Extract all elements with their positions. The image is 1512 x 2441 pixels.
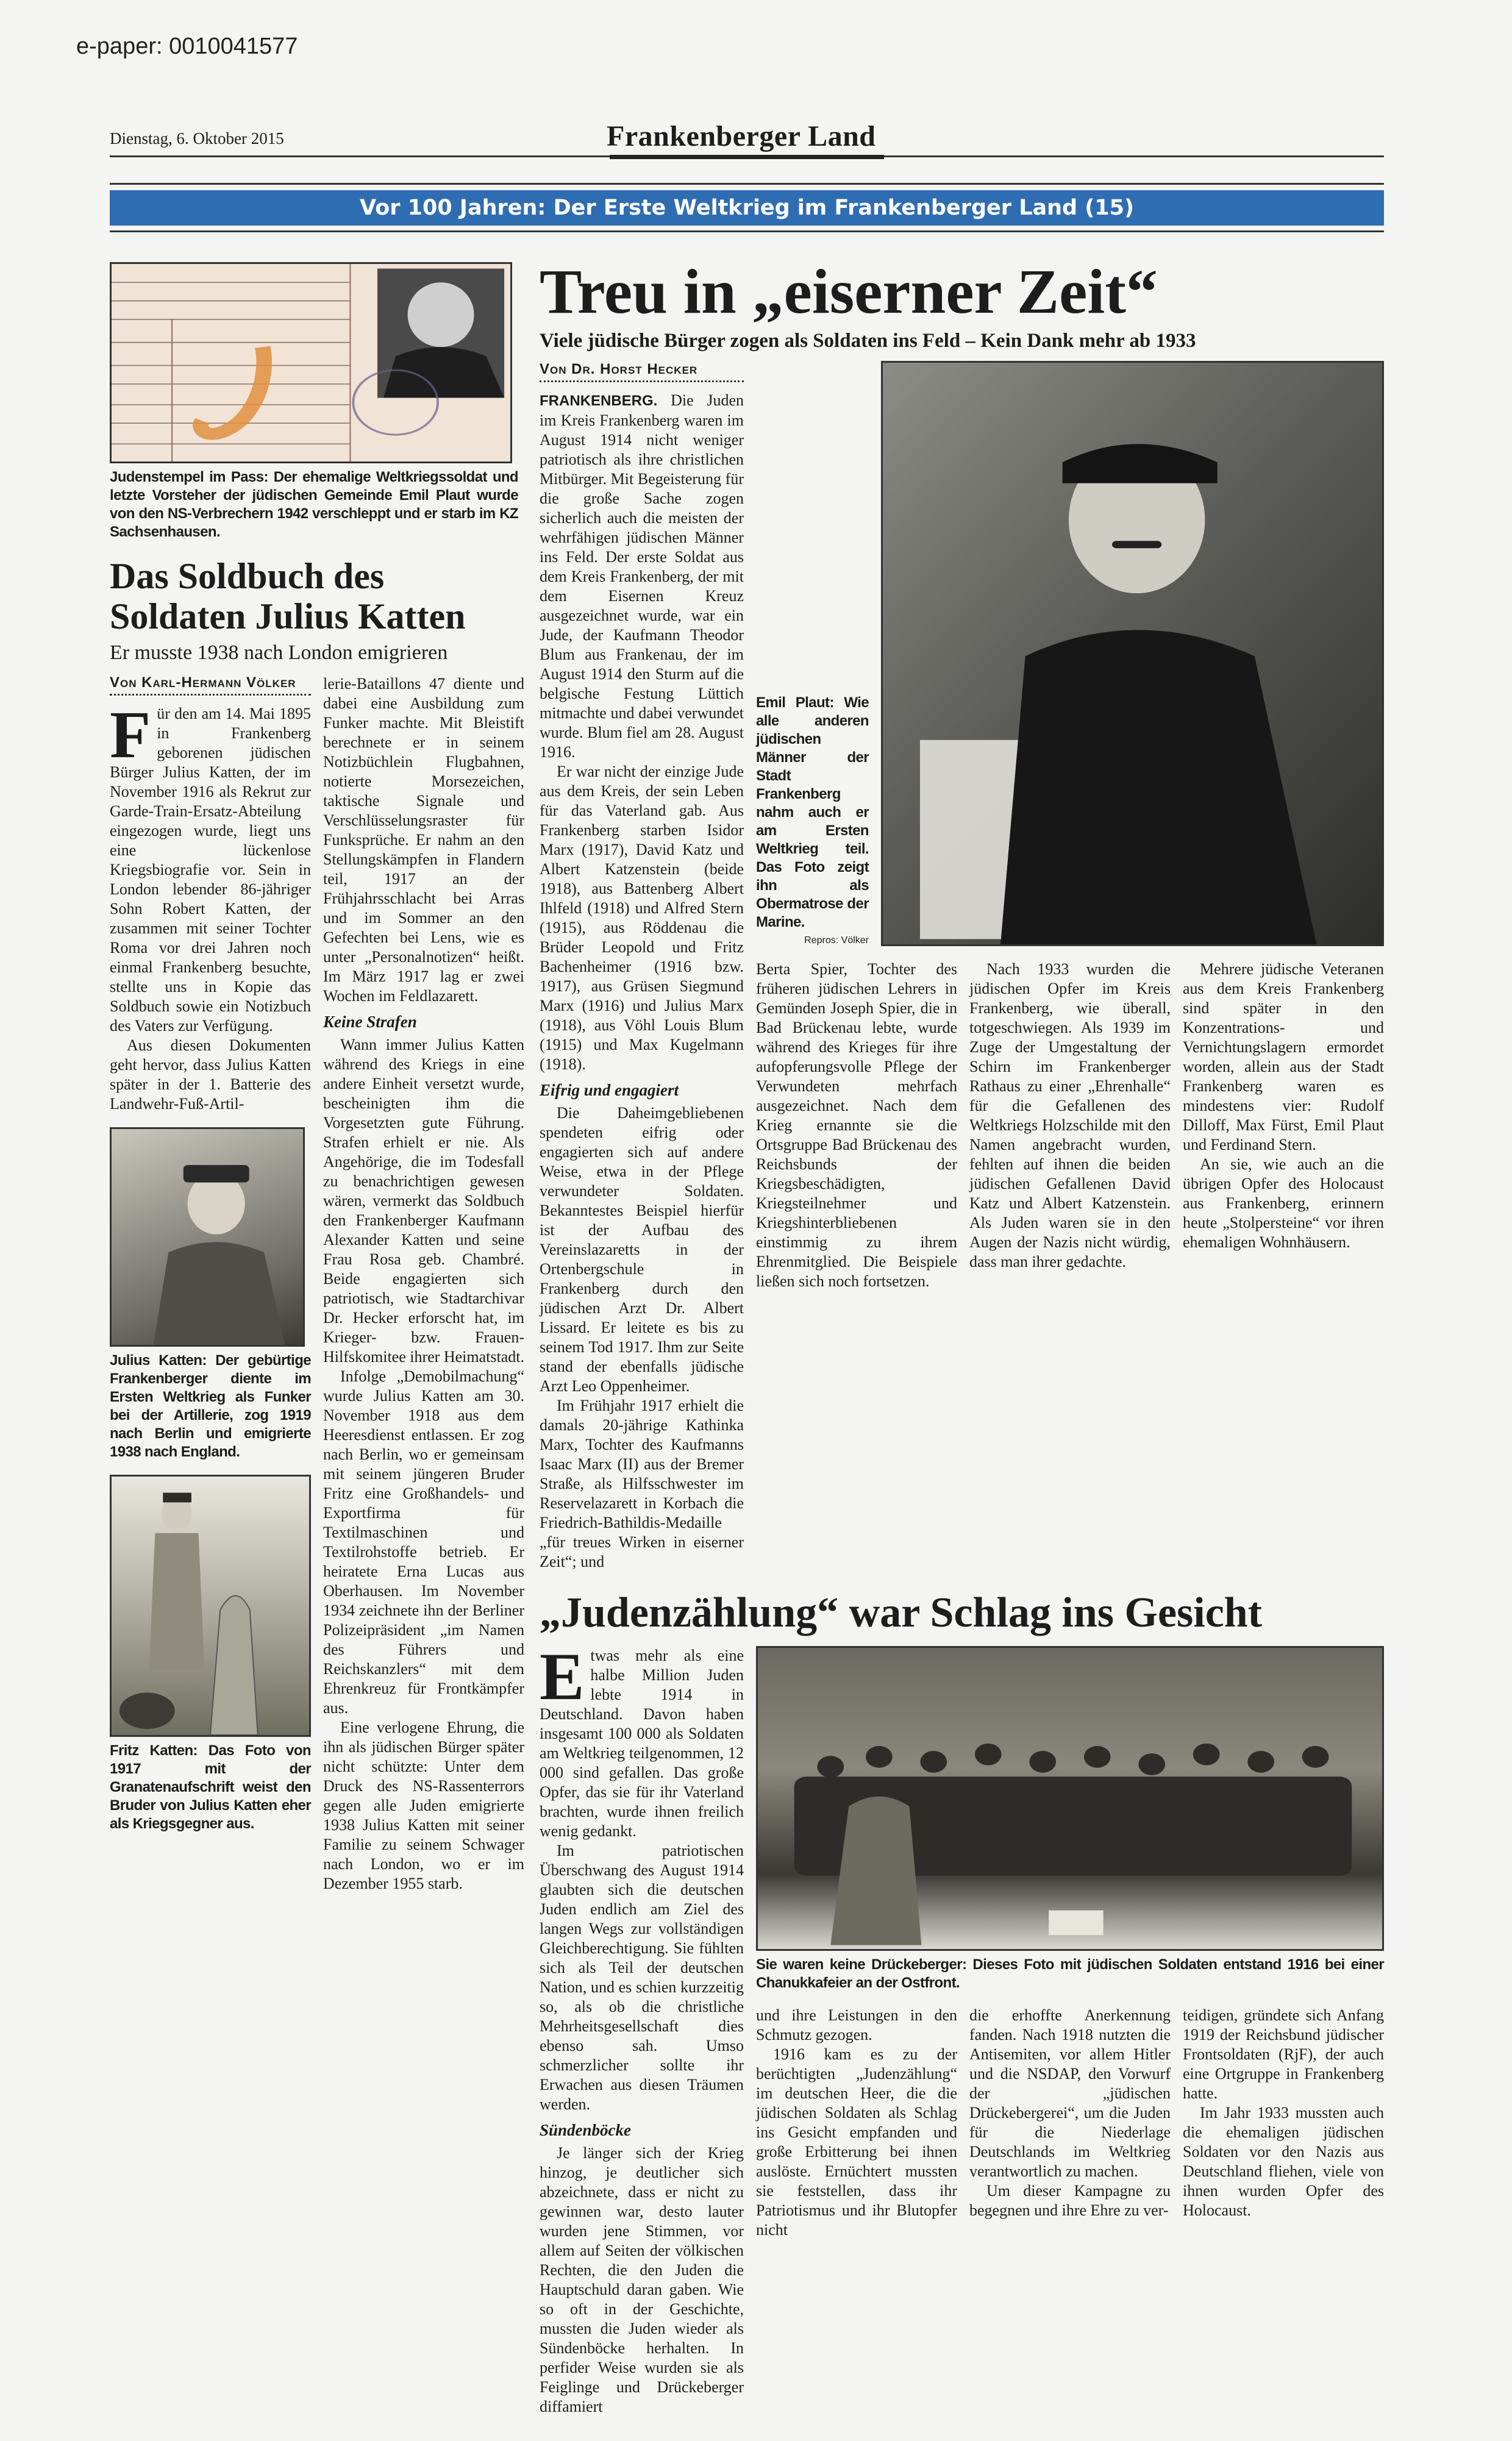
subheading: Sündenböcke — [540, 2121, 632, 2139]
paragraph — [1183, 2103, 1384, 2220]
juden-headline: „Judenzählung“ war Schlag ins Gesicht — [540, 1589, 1263, 1636]
chanukka-photo — [756, 1646, 1384, 1951]
soldbuch-headline: Das Soldbuch des Soldaten Julius Katten — [110, 556, 466, 636]
treu-column-1-stack — [540, 361, 744, 1572]
treu-body — [540, 361, 1384, 1572]
paragraph-text: Im Jahr 1933 mussten auch die ehemaligen jüdischen Soldaten vor den Nazis aus Deutschland fliehen, viele von ihnen wurden Opfer des Holocaust. — [1183, 2104, 1384, 2219]
soldier-portrait-illustration — [112, 1129, 303, 1345]
juden-right-block — [756, 1646, 1384, 2240]
paragraph — [323, 674, 524, 1006]
treu-column-1 — [540, 391, 744, 1572]
paragraph — [1183, 2006, 1384, 2103]
banner-rule-bottom — [110, 230, 1384, 232]
paragraph-text: Nach 1933 wurden die jüdischen Opfer im Kreis Frankenberg, wie überall, totgeschwiegen. Als 1939 im Zuge der Umgestaltung der Schirn im Frankenberger Rathaus zu einer „Ehrenhalle“ für die Gefallenen des Weltkriegs Holzschilde mit den Namen angebracht wurden, fehlten auf ihnen die beiden jüdischen Gefallenen David Katz und Albert Katzenstein. Als Juden waren sie in den Augen der Nazis nicht würdig, dass man ihrer gedachte. — [969, 960, 1171, 1270]
emil-plaut-caption-box — [756, 694, 869, 946]
drop-cap: E — [540, 1639, 585, 1714]
treu-right-block — [756, 361, 1384, 1291]
subheading: Keine Strafen — [323, 1013, 417, 1031]
paragraph-text: Wann immer Julius Katten während des Kriegs in eine andere Einheit versetzt wurde, bescheinigten ihm die Vorgesetzten gute Führung. Strafen erhielt er nie. Als Angehörige, die im Todesfall zu benachrichtigen gewesen wären, vermerkt das Soldbuch den Frankenberger Kaufmann Alexander Katten und seine Frau Rosa geb. Chambré. Beide engagierten sich patriotisch, wie Stadtarchivar Dr. Hecker erforscht hat, im Krieger- bzw. Frauen-Hilfskomitee ihrer Heimatstadt. — [323, 1036, 524, 1366]
paragraph-text: An sie, wie auch an die übrigen Opfer des Holocaust aus Frankenberg, erinnern heute „Stolpersteine“ vor ihren ehemaligen Wohnhäusern. — [1183, 1155, 1384, 1251]
banner-rule-top — [110, 183, 1384, 185]
treu-headline: Treu in „eiserner Zeit“ — [540, 257, 1158, 327]
paragraph-text: die erhoffte Anerkennung fanden. Nach 1918 nutzten die Antisemiten, vor allem Hitler und die NSDAP, den Vorwurf der „jüdischen Drückebergerei“, um die Juden für die Niederlage Deutschlands im Weltkrieg verantwortlich zu machen. — [969, 2006, 1171, 2180]
treu-photo-row — [756, 361, 1384, 946]
paragraph-text: Im Frühjahr 1917 erhielt die damals 20-jährige Kathinka Marx, Tochter des Kaufmanns Isaac Marx (II) aus der Bremer Straße, als Hilfsschwester im Reservelazarett in Korbach die Friedrich-Bathildis-Medaille „für treues Wirken in eiserner Zeit“; und — [540, 1397, 744, 1570]
paragraph-text: Infolge „Demobilmachung“ wurde Julius Katten am 30. November 1918 aus dem Heeresdienst entlassen. Er zog nach Berlin, wo er gemeinsam mit seinem jüngeren Bruder Fritz eine Großhandels- und Exportfirma für Textilmaschinen und Textilrohstoffe betrieb. Er heiratete Erna Lucas aus Oberhausen. Im November 1934 zeichnete ihn der Berliner Polizeipräsident „im Namen des Führers und Reichskanzlers“ mit dem Ehrenkreuz für Frontkämpfer aus. — [323, 1367, 524, 1717]
paragraph — [323, 1718, 524, 1894]
paragraph — [540, 391, 744, 762]
paragraph-text: 1916 kam es zu der berüchtigten „Judenzählung“ im deutschen Heer, die die jüdischen Soldaten als Schlag ins Gesicht empfanden und große Erbitterung bei ihnen auslöste. Ernüchtert mussten sie feststellen, dass ihr Patriotismus und ihr Blutopfer nicht — [756, 2045, 957, 2239]
sailor-portrait-illustration — [883, 363, 1382, 944]
left-region — [110, 262, 524, 1894]
paragraph — [540, 1103, 744, 1396]
paragraph-text: teidigen, gründete sich Anfang 1919 der Reichsbund jüdischer Frontsoldaten (RjF), der auch eine Ortgruppe in Frankenberg hatte. — [1183, 2006, 1384, 2102]
paragraph-text: Um dieser Kampagne zu begegnen und ihre Ehre zu ver- — [969, 2182, 1171, 2219]
paragraph-text: Berta Spier, Tochter des früheren jüdischen Lehrers in Gemünden Joseph Spier, die in Bad Brückenau lebte, wurde während des Krieges für ihre aufopferungsvolle Pflege der Verwundeten mehrfach ausgezeichnet. Nach dem Krieg ernannte sie die Ortsgruppe Bad Brückenau des Reichsbunds der Kriegsbeschädigten, Kriegsteilnehmer und Kriegshinterbliebenen einstimmig zu ihrem Ehrenmitglied. Die Beispiele ließen sich noch fortsetzen. — [756, 960, 957, 1290]
paragraph-text: lerie-Bataillons 47 diente und dabei eine Ausbildung zum Funker machte. Mit Bleistift berechnete er in seinem Notizbüchlein Flugbahnen, notierte Morsezeichen, taktische Signale und Verschlüsselungsraster für Funksprüche. Er nahm an den Stellungskämpfen in Flandern teil, 1917 an der Frühjahrsschlacht bei Arras und im Sommer an den Gefechten bei Lens, wie es unter „Personalnotizen“ heißt. Im März 1917 lag er zwei Wochen im Feldlazarett. — [323, 675, 524, 1005]
soldbuch-byline: Von Karl-Hermann Völker — [110, 674, 311, 696]
soldbuch-columns — [110, 674, 524, 1894]
subheading: Eifrig und engagiert — [540, 1081, 679, 1099]
soldbuch-column-1-stack — [110, 674, 311, 1833]
chanukka-caption: Sie waren keine Drückeberger: Dieses Foto mit jüdischen Soldaten entstand 1916 bei einer Chanukkafeier an der Ostfront. — [756, 1956, 1384, 1991]
paragraph — [540, 1841, 744, 2114]
treu-byline: Von Dr. Horst Hecker — [540, 361, 744, 382]
paragraph — [540, 1396, 744, 1572]
fritz-caption: Fritz Katten: Das Foto von 1917 mit der Granatenaufschrift weist den Bruder von Julius Katten eher als Kriegsgegner aus. — [110, 1742, 311, 1832]
treu-lower-columns — [756, 960, 1384, 1291]
soldbuch-column-2 — [323, 674, 524, 1894]
masthead-underline — [610, 155, 884, 159]
issue-date: Dienstag, 6. Oktober 2015 — [110, 129, 284, 148]
paragraph — [323, 1035, 524, 1367]
paragraph — [540, 2143, 744, 2417]
paragraph — [1183, 1155, 1384, 1252]
paragraph-text: Mehrere jüdische Veteranen aus dem Kreis Frankenberg sind später in den Konzentrations- und Vernichtungslagern ermordet worden, allein aus der Stadt Frankenberg waren es mindestens vier: Rudolf Dilloff, Max Fürst, Emil Plaut und Ferdinand Stern. — [1183, 960, 1384, 1153]
passport-caption: Judenstempel im Pass: Der ehemalige Weltkriegssoldat und letzte Vorsteher der jüdischen Gemeinde Emil Plaut wurde von den NS-Verbrechern 1942 verschleppt und er starb im KZ Sachsenhausen. — [110, 469, 518, 540]
treu-column-4 — [1183, 960, 1384, 1252]
juden-column-1 — [540, 1639, 744, 2417]
paragraph-text: Aus diesen Dokumenten geht hervor, dass Julius Katten später in der 1. Batterie des Landwehr-Fuß-Artil- — [110, 1036, 311, 1113]
passport-photo — [110, 262, 512, 463]
fritz-katten-photo — [110, 1475, 311, 1737]
treu-subtitle: Viele jüdische Bürger zogen als Soldaten ins Feld – Kein Dank mehr ab 1933 — [540, 330, 1196, 352]
emil-plaut-caption: Emil Plaut: Wie alle anderen jüdischen Männer der Stadt Frankenberg nahm auch er am Ersten Weltkrieg teil. Das Foto zeigt ihn als Obermatrose der Marine. — [756, 694, 869, 930]
treu-column-2 — [756, 960, 957, 1291]
paragraph — [1183, 960, 1384, 1155]
paragraph — [110, 1036, 311, 1114]
treu-column-3 — [969, 960, 1171, 1272]
paragraph — [969, 2006, 1171, 2181]
paragraph-text: twas mehr als eine halbe Million Juden lebte 1914 in Deutschland. Davon haben insgesamt 100 000 als Soldaten am Weltkrieg teilgenommen, 12 000 sind gefallen. Das große Opfer, das sie für ihr Vaterland brachten, wurde ihnen freilich wenig gedankt. — [540, 1647, 744, 1840]
paragraph — [540, 762, 744, 1074]
paragraph — [756, 960, 957, 1291]
dateline: FRANKENBERG. — [540, 393, 658, 409]
paragraph — [756, 2006, 957, 2045]
series-banner: Vor 100 Jahren: Der Erste Weltkrieg im Frankenberger Land (15) — [110, 190, 1384, 226]
passport-document-illustration — [112, 264, 510, 461]
paragraph-text: Im patriotischen Überschwang des August 1914 glaubten sich die deutschen Juden endlich am Ziel des langen Wegs zur vollständigen Gleichberechtigung. Sie fühlten sich als Teil der deutschen Nation, und es schien kurzzeitig so, als ob die christliche Mehrheitsgesellschaft dies ebenso sah. Umso schmerzlicher sollte ihr Erwachen aus diesen Träumen werden. — [540, 1842, 744, 2113]
paragraph — [756, 2045, 957, 2240]
paragraph-text: Die Daheimgebliebenen spendeten eifrig oder engagierten sich auf andere Weise, etwa in der Pflege verwundeter Soldaten. Bekanntestes Beispiel hierfür ist der Aufbau des Vereinslazaretts in der Ortenbergschule in Frankenberg durch den jüdischen Arzt Dr. Albert Lissard. Er leitete es bis zu seinem Tod 1917. Ihm zur Seite stand der ebenfalls jüdische Arzt Leo Oppenheimer. — [540, 1104, 744, 1395]
photo-credit: Repros: Völker — [804, 935, 869, 946]
right-region — [540, 256, 1384, 2417]
epaper-id: e-paper: 0010041577 — [76, 34, 298, 59]
fritz-grenade-illustration — [112, 1477, 309, 1735]
paragraph-text: Die Juden im Kreis Frankenberg waren im August 1914 nicht weniger patriotisch als ihre christlichen Mitbürger. Mit Begeisterung für die große Sache zogen sicherlich auch die meisten der wehrfähigen jüdischen Männer ins Feld. Der erste Soldat aus dem Kreis Frankenberg, der mit dem Eisernen Kreuz ausgezeichnet wurde, war ein Jude, der Kaufmann Theodor Blum aus Frankenau, der im August 1914 den Sturm auf die belgische Festung Lüttich mitmachte und dabei verwundet wurde. Blum fiel am 28. August 1916. — [540, 391, 744, 761]
juden-lower-columns — [756, 2006, 1384, 2240]
paragraph — [969, 2181, 1171, 2220]
masthead: Frankenberger Land — [607, 120, 876, 152]
juden-column-3 — [969, 2006, 1171, 2220]
julius-caption: Julius Katten: Der gebürtige Frankenberger diente im Ersten Weltkrieg als Funker bei der Artillerie, zog 1919 nach Berlin und emigrierte 1938 nach England. — [110, 1352, 311, 1460]
paragraph — [969, 960, 1171, 1272]
paragraph-text: ihn als jüdischen Bürger später nicht schützte: Unter dem Druck des NS-Rassenterrors gegen alle Juden emigrierte 1938 Julius Katten mit seiner Familie zu seinem Schwager nach London, wo er im Dezember 1955 starb. — [323, 1738, 524, 1892]
paragraph-text: Eine verlogene Ehrung, die — [340, 1719, 524, 1736]
soldiers-group-illustration — [758, 1648, 1382, 1949]
paragraph — [323, 1367, 524, 1718]
drop-cap: F — [110, 697, 151, 772]
juden-column-4 — [1183, 2006, 1384, 2220]
paragraph-text: Er war nicht der einzige Jude aus dem Kreis, der sein Leben für das Vaterland gab. Aus Frankenberg starben Isidor Marx (1917), David Katz und Albert Katzenstein (beide 1918), aus Battenberg Albert Ihlfeld (1918) und Alfred Stern (1915), aus Röddenau die Brüder Leopold und Fritz Bachenheimer (1916 bzw. 1917), aus Grüsen Siegmund Marx (1916) und Julius Marx (1918), aus Vöhl Louis Blum (1915) und Max Kugelmann (1918). — [540, 763, 744, 1073]
emil-plaut-photo — [881, 361, 1384, 946]
juden-body — [540, 1639, 1384, 2417]
juden-column-2 — [756, 2006, 957, 2240]
soldbuch-column-1 — [110, 697, 311, 1114]
soldbuch-subtitle: Er musste 1938 nach London emigrieren — [110, 641, 448, 664]
paragraph-text: ür den am 14. Mai 1895 in Frankenberg geborenen jüdischen Bürger Julius Katten, der im November 1916 als Rekrut zur Garde-Train-Ersatz-Abteilung eingezogen wurde, liegt uns eine lückenlose Kriegsbiografie vor. Sein in London lebender 86-jähriger Sohn Robert Katten, der zusammen mit seiner Tochter Roma vor drei Jahren noch einmal Frankenberg besuchte, stellte uns in Kopie das Soldbuch sowie ein Notizbuch des Vaters zur Verfügung. — [110, 705, 311, 1035]
paragraph-text: Je länger sich der Krieg hinzog, je deutlicher sich abzeichnete, dass er nicht zu gewinnen war, desto lauter wurden jene Stimmen, vor allem auf Seiten der völkischen Rechten, die den Juden die Hauptschuld daran gaben. Wie so oft in der Geschichte, mussten die Juden wieder als Sündenböcke herhalten. In perfider Weise wurden sie als Feiglinge und Drückeberger diffamiert — [540, 2144, 744, 2415]
paragraph-text: und ihre Leistungen in den Schmutz gezogen. — [756, 2006, 957, 2044]
julius-katten-photo — [110, 1127, 305, 1347]
